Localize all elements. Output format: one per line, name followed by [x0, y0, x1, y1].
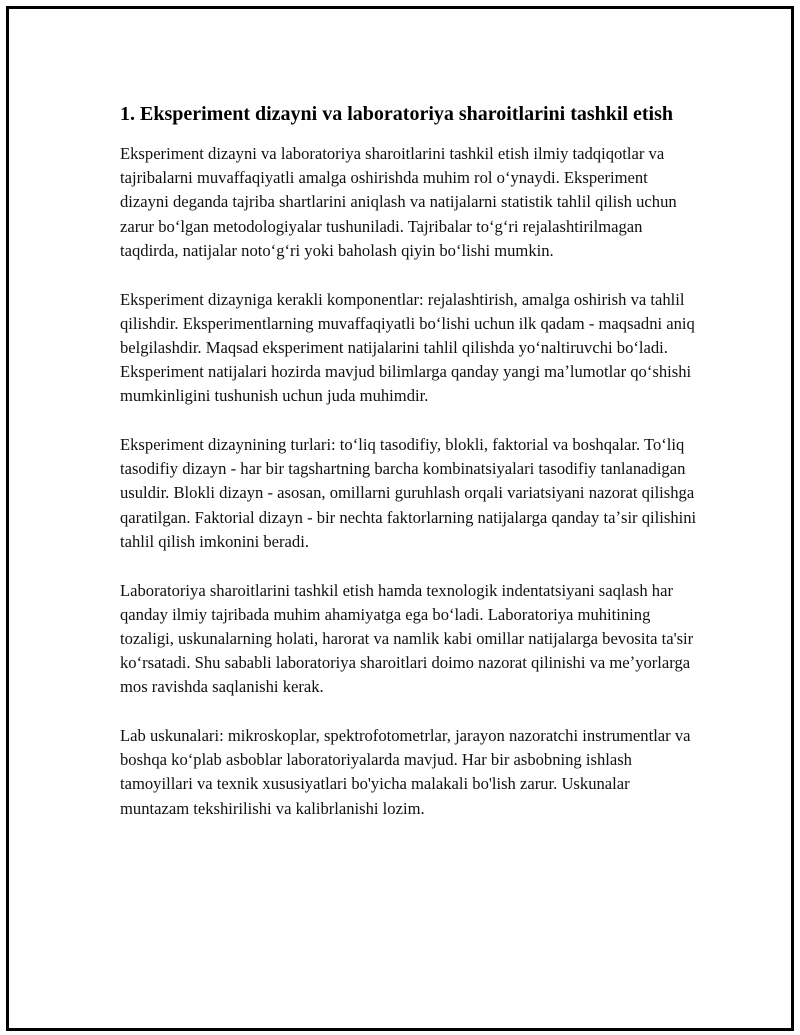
section-heading: 1. Eksperiment dizayni va laboratoriya sharoitlarini tashkil etish — [120, 103, 673, 125]
paragraph-2: Eksperiment dizayniga kerakli komponentlar: rejalashtirish, amalga oshirish va tahlil qilishdir. Eksperimentlarning muvaffaqiyatli boʻlishi uchun ilk qadam - maqsadni aniq belgilashdir. Maqsad eksperiment natijalarini tahlil qilishda yoʻnaltiruvchi boʻladi. Eksperiment natijalari hozirda mavjud bilimlarga qanday yangi maʼlumotlar qoʻshishi mumkinligini tushunish uchun juda muhimdir. — [120, 289, 695, 406]
document-body — [120, 101, 700, 845]
paragraph-5: Lab uskunalari: mikroskoplar, spektrofotometrlar, jarayon nazoratchi instrumentlar va boshqa koʻplab asboblar laboratoriyalarda mavjud. Har bir asbobning ishlash tamoyillari va texnik xususiyatlari bo'yicha malakali bo'lish zarur. Uskunalar muntazam tekshirilishi va kalibrlanishi lozim. — [120, 726, 691, 818]
paragraph-1: Eksperiment dizayni va laboratoriya sharoitlarini tashkil etish ilmiy tadqiqotlar va tajribalarni muvaffaqiyatli amalga oshirishda muhim rol oʻynaydi. Eksperiment dizayni deganda tajriba shartlarini aniqlash va natijalarni statistik tahlil qilish uchun zarur boʻlgan metodologiyalar tushuniladi. Tajribalar toʻgʻri rejalashtirilmagan taqdirda, natijalar notoʻgʻri yoki baholash qiyin boʻlishi mumkin. — [120, 144, 677, 260]
paragraph-4: Laboratoriya sharoitlarini tashkil etish hamda texnologik indentatsiyani saqlash har qanday ilmiy tajribada muhim ahamiyatga ega boʻladi. Laboratoriya muhitining tozaligi, uskunalarning holati, harorat va namlik kabi omillar natijalarga bevosita ta'sir koʻrsatadi. Shu sababli laboratoriya sharoitlari doimo nazorat qilinishi va meʼyorlarga mos ravishda saqlanishi kerak. — [120, 580, 694, 697]
page-frame — [6, 6, 794, 1031]
paragraph-3: Eksperiment dizaynining turlari: toʻliq tasodifiy, blokli, faktorial va boshqalar. Toʻliq tasodifiy dizayn - har bir tagshartning barcha kombinatsiyalari tasodifiy tanlanadigan usuldir. Blokli dizayn - asosan, omillarni guruhlash orqali variatsiyani nazorat qilishga qaratilgan. Faktorial dizayn - bir nechta faktorlarning natijalarga qanday taʼsir qilishini tahlil qilish imkonini beradi. — [120, 435, 697, 551]
